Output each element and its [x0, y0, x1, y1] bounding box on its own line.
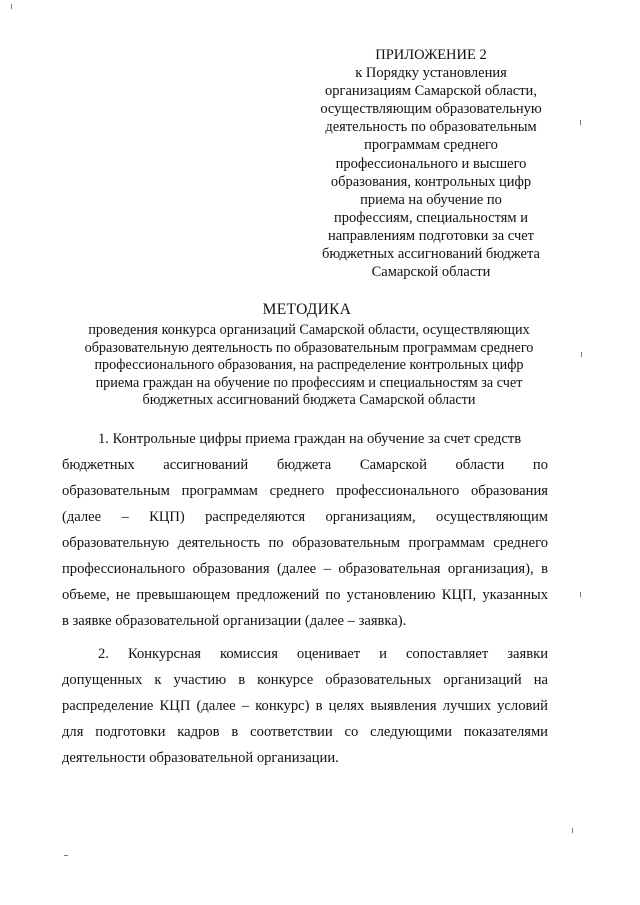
subtitle-line: бюджетных ассигнований бюджета Самарской области: [142, 392, 476, 409]
paragraph-line: для подготовки кадров в соответствии со следующими показателями: [62, 724, 548, 740]
scan-speck: [64, 855, 68, 856]
subtitle-line: образовательную деятельность по образовательным программам среднего: [84, 339, 534, 356]
scan-speck: [580, 120, 581, 125]
paragraph-1: [62, 426, 548, 634]
paragraph-2: [62, 641, 548, 771]
appendix-line: Самарской области: [371, 264, 491, 281]
appendix-line: к Порядку установления: [355, 65, 507, 82]
document-title: МЕТОДИКА: [262, 301, 352, 318]
paragraph-line: в заявке образовательной организации (далее – заявка).: [62, 613, 407, 629]
appendix-line: бюджетных ассигнований бюджета: [322, 246, 540, 263]
paragraph-line: образовательную деятельность по образовательным программам среднего: [62, 535, 548, 551]
scan-speck: [581, 352, 582, 357]
appendix-line: профессиям, специальностям и: [334, 209, 528, 226]
appendix-line: образования, контрольных цифр: [330, 173, 532, 190]
subtitle-line: приема граждан на обучение по профессиям и специальностям за счет: [95, 374, 523, 391]
paragraph-line: 1. Контрольные цифры приема граждан на обучение за счет средств: [98, 431, 522, 447]
appendix-header: [300, 46, 562, 281]
appendix-line: профессионального и высшего: [335, 155, 527, 172]
paragraph-line: образовательным программам среднего профессионального образования: [62, 483, 548, 499]
paragraph-line: допущенных к участию в конкурсе образовательных организаций на: [62, 672, 548, 688]
appendix-line: приема на обучение по: [360, 191, 502, 208]
paragraph-line: деятельности образовательной организации.: [62, 750, 339, 766]
appendix-line: осуществляющим образовательную: [320, 101, 542, 118]
paragraph-line: распределение КЦП (далее – конкурс) в целях выявления лучших условий: [62, 698, 548, 714]
scan-speck: [572, 828, 573, 833]
paragraph-line: профессионального образования (далее – образовательная организация), в: [62, 561, 548, 577]
subtitle-line: профессионального образования, на распределение контрольных цифр: [94, 357, 524, 374]
appendix-line: направлениям подготовки за счет: [327, 227, 535, 244]
scan-speck: [11, 4, 12, 9]
paragraph-line: объеме, не превышающем предложений по установлению КЦП, указанных: [62, 587, 548, 603]
appendix-line: организациям Самарской области,: [325, 83, 537, 100]
paragraph-line: (далее – КЦП) распределяются организациям, осуществляющим: [62, 509, 548, 525]
document-subtitle: [60, 322, 558, 410]
paragraph-line: 2. Конкурсная комиссия оценивает и сопоставляет заявки: [98, 646, 548, 662]
appendix-line: программам среднего: [364, 137, 498, 154]
paragraph-line: бюджетных ассигнований бюджета Самарской области по: [62, 457, 548, 473]
subtitle-line: проведения конкурса организаций Самарской области, осуществляющих: [88, 322, 530, 338]
scan-speck: [580, 592, 581, 597]
appendix-line: деятельность по образовательным: [325, 119, 537, 136]
appendix-heading: ПРИЛОЖЕНИЕ 2: [375, 47, 487, 63]
